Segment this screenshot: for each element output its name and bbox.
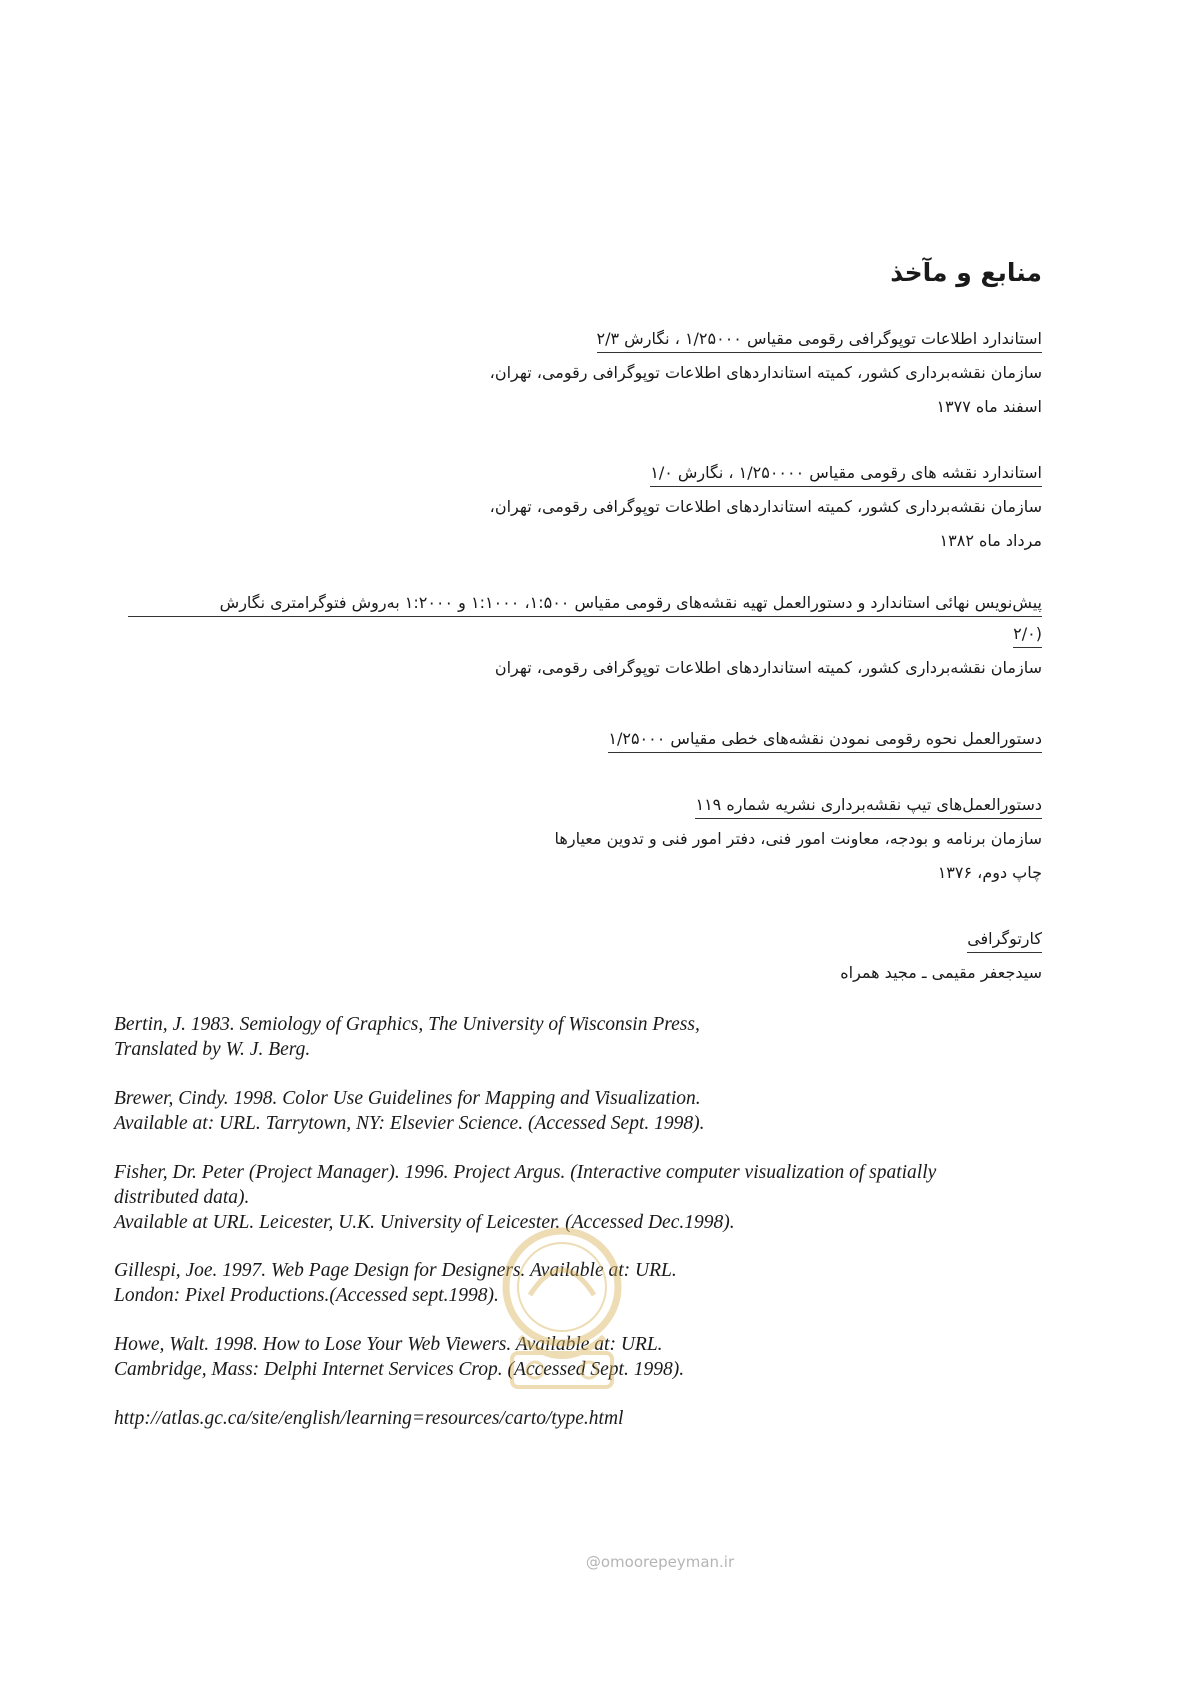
reference-line: Available at: URL. Tarrytown, NY: Elsevier Science. (Accessed Sept. 1998). <box>114 1113 705 1134</box>
persian-reference <box>555 788 1042 890</box>
english-reference <box>114 1160 1074 1235</box>
at-icon: @ <box>585 1553 601 1571</box>
reference-title: استاندارد اطلاعات توپوگرافی رقومی مقیاس ۱/۲۵۰۰۰ ، نگارش ۲/۳ <box>597 326 1042 353</box>
reference-detail: سازمان برنامه و بودجه، معاونت امور فنی، دفتر امور فنی و تدوین معیارها <box>554 829 1042 848</box>
persian-reference <box>490 322 1042 424</box>
reference-line: Translated by W. J. Berg. <box>114 1039 311 1060</box>
reference-line: Brewer, Cindy. 1998. Color Use Guidelines for Mapping and Visualization. <box>114 1088 701 1109</box>
english-reference <box>114 1086 1074 1136</box>
persian-reference <box>490 456 1042 558</box>
reference-line: Howe, Walt. 1998. How to Lose Your Web Viewers. Available at: URL. <box>114 1334 663 1355</box>
reference-line: London: Pixel Productions.(Accessed sept.1998). <box>114 1285 499 1306</box>
persian-reference <box>608 722 1042 756</box>
reference-detail: سازمان نقشه‌برداری کشور، کمیته استانداردهای اطلاعات توپوگرافی رقومی، تهران <box>494 658 1042 677</box>
reference-title-continued: (۲/۰ <box>1013 621 1042 648</box>
reference-date: اسفند ماه ۱۳۷۷ <box>936 397 1042 416</box>
english-reference <box>114 1406 1074 1431</box>
reference-line: Cambridge, Mass: Delphi Internet Services Crop. (Accessed Sept. 1998). <box>114 1359 685 1380</box>
english-reference <box>114 1012 1074 1062</box>
reference-line: Available at URL. Leicester, U.K. University of Leicester. (Accessed Dec.1998). <box>114 1212 735 1233</box>
reference-title: کارتوگرافی <box>967 926 1042 953</box>
reference-title: دستورالعمل نحوه رقومی نمودن نقشه‌های خطی مقیاس ۱/۲۵۰۰۰ <box>608 726 1042 753</box>
reference-date: مرداد ماه ۱۳۸۲ <box>939 531 1042 550</box>
reference-line: Bertin, J. 1983. Semiology of Graphics, The University of Wisconsin Press, <box>114 1014 700 1035</box>
reference-detail: سازمان نقشه‌برداری کشور، کمیته استانداردهای اطلاعات توپوگرافی رقومی، تهران، <box>489 363 1042 382</box>
reference-line: distributed data). <box>114 1187 250 1208</box>
reference-line: Gillespi, Joe. 1997. Web Page Design for Designers. Available at: URL. <box>114 1260 677 1281</box>
persian-reference <box>128 590 1042 685</box>
page-title: منابع و مآخذ <box>890 258 1042 287</box>
reference-line: Fisher, Dr. Peter (Project Manager). 1996. Project Argus. (Interactive computer visualization of spatially <box>114 1162 937 1183</box>
reference-title: پیش‌نویس نهائی استاندارد و دستورالعمل تهیه نقشه‌های رقومی مقیاس ۱:۵۰۰، ۱:۱۰۰۰ و ۱:۲۰۰۰ به‌روش فتوگرامتری نگارش <box>128 590 1042 617</box>
reference-detail: سازمان نقشه‌برداری کشور، کمیته استانداردهای اطلاعات توپوگرافی رقومی، تهران، <box>489 497 1042 516</box>
reference-title: دستورالعمل‌های تیپ نقشه‌برداری نشریه شماره ۱۱۹ <box>695 792 1042 819</box>
reference-title: استاندارد نقشه های رقومی مقیاس ۱/۲۵۰۰۰۰ ، نگارش ۱/۰ <box>650 460 1042 487</box>
reference-detail: سیدجعفر مقیمی ـ مجید همراه <box>840 963 1042 982</box>
watermark-text: @omoorepeyman.ir <box>585 1553 735 1571</box>
reference-date: چاپ دوم، ۱۳۷۶ <box>937 863 1042 882</box>
watermark-logo-icon <box>490 1225 635 1400</box>
reference-url: http://atlas.gc.ca/site/english/learning=resources/carto/type.html <box>114 1408 624 1429</box>
persian-reference <box>840 922 1042 990</box>
